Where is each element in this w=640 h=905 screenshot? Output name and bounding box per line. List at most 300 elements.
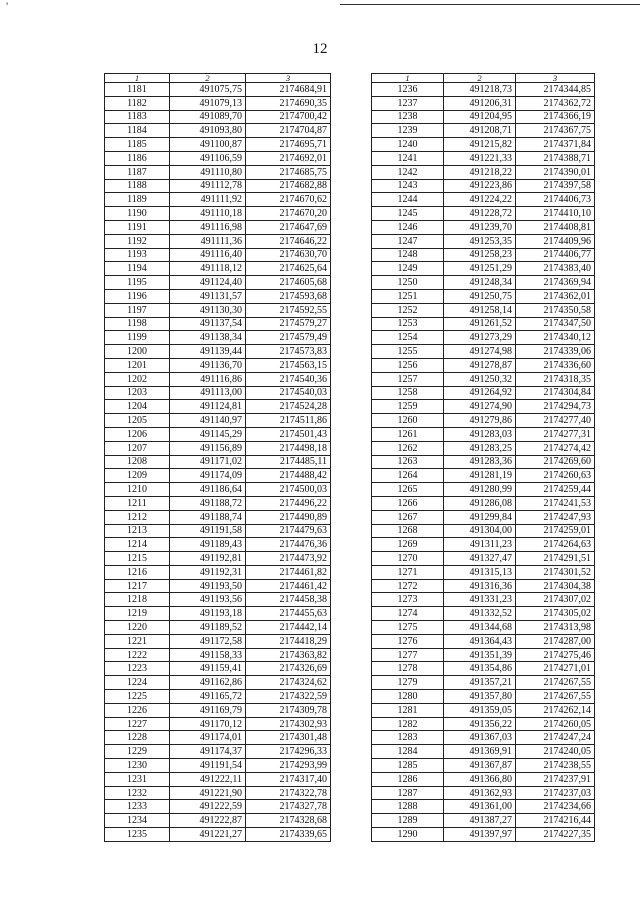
table-row	[105, 386, 331, 400]
table-row	[105, 524, 331, 538]
table-row	[105, 717, 331, 731]
point-number: 1268	[372, 524, 444, 538]
coordinate-x: 491221,90	[170, 786, 246, 800]
table-row	[105, 441, 331, 455]
coordinate-y: 2174304,84	[516, 386, 595, 400]
table-row	[372, 331, 595, 345]
coordinate-y: 2174496,22	[246, 496, 331, 510]
table-row	[372, 83, 595, 97]
table-row	[105, 262, 331, 276]
point-number: 1288	[372, 800, 444, 814]
table-row	[105, 455, 331, 469]
coordinate-x: 491364,43	[444, 634, 516, 648]
table-row	[372, 289, 595, 303]
table-row	[105, 634, 331, 648]
point-number: 1191	[105, 220, 170, 234]
point-number: 1201	[105, 358, 170, 372]
table-row	[105, 427, 331, 441]
coordinate-y: 2174406,77	[516, 248, 595, 262]
coordinate-x: 491100,87	[170, 138, 246, 152]
table-row	[372, 110, 595, 124]
table-row	[105, 552, 331, 566]
point-number: 1270	[372, 552, 444, 566]
coordinate-y: 2174287,00	[516, 634, 595, 648]
coordinate-x: 491191,54	[170, 759, 246, 773]
point-number: 1257	[372, 372, 444, 386]
point-number: 1232	[105, 786, 170, 800]
table-row	[372, 634, 595, 648]
coordinate-x: 491366,80	[444, 772, 516, 786]
point-number: 1290	[372, 828, 444, 842]
coordinate-y: 2174302,93	[246, 717, 331, 731]
coordinate-y: 2174305,02	[516, 607, 595, 621]
table-row	[372, 193, 595, 207]
table-row	[105, 303, 331, 317]
point-number: 1185	[105, 138, 170, 152]
point-number: 1216	[105, 565, 170, 579]
coordinate-x: 491283,03	[444, 427, 516, 441]
coordinate-y: 2174304,38	[516, 579, 595, 593]
coordinate-y: 2174369,94	[516, 276, 595, 290]
column-header-number: 1	[105, 74, 170, 83]
table-row	[105, 538, 331, 552]
coordinate-x: 491280,99	[444, 483, 516, 497]
point-number: 1241	[372, 151, 444, 165]
coordinate-x: 491258,23	[444, 248, 516, 262]
column-header-x: 2	[444, 74, 516, 83]
coordinate-x: 491206,31	[444, 96, 516, 110]
point-number: 1221	[105, 634, 170, 648]
point-number: 1248	[372, 248, 444, 262]
coordinate-y: 2174291,51	[516, 552, 595, 566]
point-number: 1209	[105, 469, 170, 483]
coordinate-x: 491316,36	[444, 579, 516, 593]
table-row	[372, 800, 595, 814]
coordinate-y: 2174690,35	[246, 96, 331, 110]
coordinate-x: 491208,71	[444, 124, 516, 138]
coordinate-y: 2174275,46	[516, 648, 595, 662]
table-row	[372, 165, 595, 179]
table-row	[105, 289, 331, 303]
table-header-row	[372, 74, 595, 83]
coordinate-x: 491172,58	[170, 634, 246, 648]
coordinate-x: 491139,44	[170, 345, 246, 359]
point-number: 1203	[105, 386, 170, 400]
table-row	[105, 234, 331, 248]
table-row	[372, 427, 595, 441]
coordinate-y: 2174259,01	[516, 524, 595, 538]
table-row	[372, 276, 595, 290]
coordinate-x: 491174,37	[170, 745, 246, 759]
coordinate-x: 491116,40	[170, 248, 246, 262]
table-row	[372, 96, 595, 110]
coordinate-x: 491156,89	[170, 441, 246, 455]
table-row	[105, 496, 331, 510]
coordinate-y: 2174593,68	[246, 289, 331, 303]
table-row	[372, 138, 595, 152]
point-number: 1284	[372, 745, 444, 759]
table-row	[105, 676, 331, 690]
coordinate-y: 2174409,96	[516, 234, 595, 248]
coordinate-x: 491118,12	[170, 262, 246, 276]
coordinate-x: 491354,86	[444, 662, 516, 676]
table-row	[372, 565, 595, 579]
coordinate-x: 491223,86	[444, 179, 516, 193]
coordinate-y: 2174418,29	[246, 634, 331, 648]
table-row	[105, 648, 331, 662]
corner-mark: '	[6, 0, 9, 13]
point-number: 1226	[105, 703, 170, 717]
table-row	[105, 772, 331, 786]
coordinate-y: 2174277,40	[516, 414, 595, 428]
coordinate-x: 491258,14	[444, 303, 516, 317]
point-number: 1272	[372, 579, 444, 593]
coordinate-y: 2174234,66	[516, 800, 595, 814]
coordinate-y: 2174367,75	[516, 124, 595, 138]
coordinate-y: 2174227,35	[516, 828, 595, 842]
coordinate-y: 2174237,03	[516, 786, 595, 800]
table-row	[372, 248, 595, 262]
coordinate-y: 2174262,14	[516, 703, 595, 717]
coordinate-y: 2174267,55	[516, 676, 595, 690]
point-number: 1244	[372, 193, 444, 207]
coordinate-y: 2174630,70	[246, 248, 331, 262]
table-row	[105, 731, 331, 745]
coordinate-y: 2174267,55	[516, 690, 595, 704]
coordinate-y: 2174647,69	[246, 220, 331, 234]
coordinate-y: 2174579,27	[246, 317, 331, 331]
table-row	[105, 124, 331, 138]
coordinate-x: 491218,22	[444, 165, 516, 179]
coordinate-x: 491359,05	[444, 703, 516, 717]
coordinate-y: 2174511,86	[246, 414, 331, 428]
table-row	[105, 800, 331, 814]
coordinate-x: 491186,64	[170, 483, 246, 497]
coordinate-y: 2174301,52	[516, 565, 595, 579]
coordinate-y: 2174524,28	[246, 400, 331, 414]
table-row	[105, 165, 331, 179]
point-number: 1264	[372, 469, 444, 483]
coordinate-y: 2174573,83	[246, 345, 331, 359]
point-number: 1214	[105, 538, 170, 552]
table-row	[105, 814, 331, 828]
coordinate-x: 491138,34	[170, 331, 246, 345]
coordinate-x: 491110,18	[170, 207, 246, 221]
coordinate-x: 491137,54	[170, 317, 246, 331]
table-row	[105, 662, 331, 676]
coordinate-y: 2174479,63	[246, 524, 331, 538]
coordinate-y: 2174216,44	[516, 814, 595, 828]
table-row	[105, 248, 331, 262]
point-number: 1279	[372, 676, 444, 690]
coordinate-x: 491192,81	[170, 552, 246, 566]
table-row	[372, 358, 595, 372]
point-number: 1289	[372, 814, 444, 828]
coordinate-y: 2174259,44	[516, 483, 595, 497]
coordinate-x: 491250,75	[444, 289, 516, 303]
point-number: 1189	[105, 193, 170, 207]
point-number: 1181	[105, 83, 170, 97]
coordinate-x: 491140,97	[170, 414, 246, 428]
point-number: 1193	[105, 248, 170, 262]
coordinate-y: 2174322,59	[246, 690, 331, 704]
coordinate-y: 2174625,64	[246, 262, 331, 276]
table-row	[372, 510, 595, 524]
point-number: 1190	[105, 207, 170, 221]
coordinate-x: 491224,22	[444, 193, 516, 207]
coordinate-x: 491218,73	[444, 83, 516, 97]
coordinate-y: 2174442,14	[246, 621, 331, 635]
table-row	[105, 358, 331, 372]
coordinate-x: 491079,13	[170, 96, 246, 110]
table-row	[372, 372, 595, 386]
coordinate-y: 2174485,11	[246, 455, 331, 469]
coordinate-y: 2174336,60	[516, 358, 595, 372]
coordinate-y: 2174646,22	[246, 234, 331, 248]
table-row	[372, 441, 595, 455]
table-row	[372, 151, 595, 165]
table-body-right	[372, 83, 595, 842]
table-row	[372, 179, 595, 193]
point-number: 1259	[372, 400, 444, 414]
coordinate-x: 491250,32	[444, 372, 516, 386]
coordinate-y: 2174410,10	[516, 207, 595, 221]
coordinate-y: 2174685,75	[246, 165, 331, 179]
coordinate-x: 491362,93	[444, 786, 516, 800]
table-row	[105, 828, 331, 842]
coordinate-x: 491397,97	[444, 828, 516, 842]
table-row	[372, 483, 595, 497]
point-number: 1263	[372, 455, 444, 469]
point-number: 1188	[105, 179, 170, 193]
table-row	[105, 207, 331, 221]
table-row	[372, 593, 595, 607]
point-number: 1282	[372, 717, 444, 731]
coordinate-y: 2174347,50	[516, 317, 595, 331]
coordinate-x: 491145,29	[170, 427, 246, 441]
coordinate-x: 491158,33	[170, 648, 246, 662]
point-number: 1247	[372, 234, 444, 248]
coordinate-x: 491170,12	[170, 717, 246, 731]
table-row	[372, 469, 595, 483]
point-number: 1266	[372, 496, 444, 510]
point-number: 1222	[105, 648, 170, 662]
point-number: 1253	[372, 317, 444, 331]
coordinate-y: 2174326,69	[246, 662, 331, 676]
point-number: 1196	[105, 289, 170, 303]
table-row	[105, 745, 331, 759]
coordinate-x: 491369,91	[444, 745, 516, 759]
coordinate-y: 2174322,78	[246, 786, 331, 800]
point-number: 1219	[105, 607, 170, 621]
point-number: 1240	[372, 138, 444, 152]
coordinate-y: 2174461,42	[246, 579, 331, 593]
table-row	[105, 83, 331, 97]
coordinate-y: 2174324,62	[246, 676, 331, 690]
table-row	[372, 676, 595, 690]
table-row	[105, 345, 331, 359]
point-number: 1260	[372, 414, 444, 428]
coordinate-x: 491162,86	[170, 676, 246, 690]
point-number: 1217	[105, 579, 170, 593]
point-number: 1213	[105, 524, 170, 538]
coordinate-y: 2174362,01	[516, 289, 595, 303]
coordinate-y: 2174473,92	[246, 552, 331, 566]
coordinate-x: 491112,78	[170, 179, 246, 193]
coordinate-y: 2174670,20	[246, 207, 331, 221]
coordinate-x: 491228,72	[444, 207, 516, 221]
point-number: 1225	[105, 690, 170, 704]
point-number: 1261	[372, 427, 444, 441]
coordinate-x: 491165,72	[170, 690, 246, 704]
coordinate-x: 491110,80	[170, 165, 246, 179]
table-row	[105, 331, 331, 345]
coordinate-y: 2174241,53	[516, 496, 595, 510]
coordinate-y: 2174362,72	[516, 96, 595, 110]
table-row	[372, 234, 595, 248]
coordinate-y: 2174344,85	[516, 83, 595, 97]
point-number: 1267	[372, 510, 444, 524]
coordinate-y: 2174498,18	[246, 441, 331, 455]
table-row	[105, 372, 331, 386]
coordinate-x: 491367,03	[444, 731, 516, 745]
table-row	[105, 276, 331, 290]
point-number: 1227	[105, 717, 170, 731]
table-header-row	[105, 74, 331, 83]
coordinate-y: 2174371,84	[516, 138, 595, 152]
coordinate-x: 491189,52	[170, 621, 246, 635]
coordinates-table-left	[104, 73, 331, 842]
table-body-left	[105, 83, 331, 842]
coordinate-x: 491193,18	[170, 607, 246, 621]
coordinate-x: 491130,30	[170, 303, 246, 317]
point-number: 1246	[372, 220, 444, 234]
point-number: 1224	[105, 676, 170, 690]
point-number: 1256	[372, 358, 444, 372]
coordinate-y: 2174247,24	[516, 731, 595, 745]
table-row	[372, 496, 595, 510]
table-row	[372, 538, 595, 552]
coordinate-y: 2174264,63	[516, 538, 595, 552]
coordinate-x: 491222,11	[170, 772, 246, 786]
point-number: 1235	[105, 828, 170, 842]
point-number: 1239	[372, 124, 444, 138]
point-number: 1233	[105, 800, 170, 814]
coordinate-x: 491124,40	[170, 276, 246, 290]
table-row	[105, 621, 331, 635]
coordinate-x: 491283,36	[444, 455, 516, 469]
coordinate-y: 2174293,99	[246, 759, 331, 773]
coordinate-x: 491215,82	[444, 138, 516, 152]
coordinate-y: 2174476,36	[246, 538, 331, 552]
coordinate-x: 491171,02	[170, 455, 246, 469]
coordinate-y: 2174458,38	[246, 593, 331, 607]
coordinate-y: 2174461,82	[246, 565, 331, 579]
coordinate-x: 491387,27	[444, 814, 516, 828]
table-row	[105, 96, 331, 110]
table-row	[105, 759, 331, 773]
table-row	[105, 703, 331, 717]
table-row	[372, 303, 595, 317]
coordinate-x: 491357,21	[444, 676, 516, 690]
table-row	[372, 662, 595, 676]
point-number: 1184	[105, 124, 170, 138]
table-row	[105, 414, 331, 428]
point-number: 1280	[372, 690, 444, 704]
point-number: 1215	[105, 552, 170, 566]
coordinate-y: 2174247,93	[516, 510, 595, 524]
coordinate-x: 491274,90	[444, 400, 516, 414]
coordinate-x: 491221,27	[170, 828, 246, 842]
table-row	[105, 565, 331, 579]
coordinate-x: 491367,87	[444, 759, 516, 773]
point-number: 1231	[105, 772, 170, 786]
coordinate-x: 491131,57	[170, 289, 246, 303]
table-row	[372, 455, 595, 469]
coordinate-y: 2174339,06	[516, 345, 595, 359]
point-number: 1283	[372, 731, 444, 745]
coordinate-x: 491169,79	[170, 703, 246, 717]
point-number: 1277	[372, 648, 444, 662]
table-row	[372, 717, 595, 731]
coordinate-y: 2174340,12	[516, 331, 595, 345]
coordinate-y: 2174277,31	[516, 427, 595, 441]
coordinates-table-right	[371, 73, 595, 842]
point-number: 1220	[105, 621, 170, 635]
coordinate-x: 491089,70	[170, 110, 246, 124]
column-header-y: 3	[246, 74, 331, 83]
coordinate-x: 491327,47	[444, 552, 516, 566]
table-row	[372, 414, 595, 428]
table-row	[372, 552, 595, 566]
coordinate-y: 2174408,81	[516, 220, 595, 234]
point-number: 1285	[372, 759, 444, 773]
coordinate-y: 2174350,58	[516, 303, 595, 317]
table-row	[105, 593, 331, 607]
point-number: 1210	[105, 483, 170, 497]
point-number: 1197	[105, 303, 170, 317]
coordinate-x: 491351,39	[444, 648, 516, 662]
coordinate-x: 491106,59	[170, 151, 246, 165]
table-row	[105, 579, 331, 593]
coordinate-y: 2174692,01	[246, 151, 331, 165]
coordinate-y: 2174294,73	[516, 400, 595, 414]
coordinate-y: 2174488,42	[246, 469, 331, 483]
coordinate-x: 491278,87	[444, 358, 516, 372]
coordinate-y: 2174313,98	[516, 621, 595, 635]
point-number: 1223	[105, 662, 170, 676]
coordinate-y: 2174317,40	[246, 772, 331, 786]
point-number: 1183	[105, 110, 170, 124]
coordinate-x: 491204,95	[444, 110, 516, 124]
table-row	[372, 345, 595, 359]
coordinate-x: 491075,75	[170, 83, 246, 97]
point-number: 1281	[372, 703, 444, 717]
coordinate-x: 491188,72	[170, 496, 246, 510]
table-row	[372, 828, 595, 842]
top-rule	[340, 4, 640, 5]
coordinate-y: 2174500,03	[246, 483, 331, 497]
point-number: 1287	[372, 786, 444, 800]
point-number: 1255	[372, 345, 444, 359]
coordinate-x: 491331,23	[444, 593, 516, 607]
coordinate-x: 491344,68	[444, 621, 516, 635]
coordinate-y: 2174563,15	[246, 358, 331, 372]
coordinate-x: 491274,98	[444, 345, 516, 359]
coordinate-x: 491124,81	[170, 400, 246, 414]
point-number: 1278	[372, 662, 444, 676]
coordinate-x: 491357,80	[444, 690, 516, 704]
